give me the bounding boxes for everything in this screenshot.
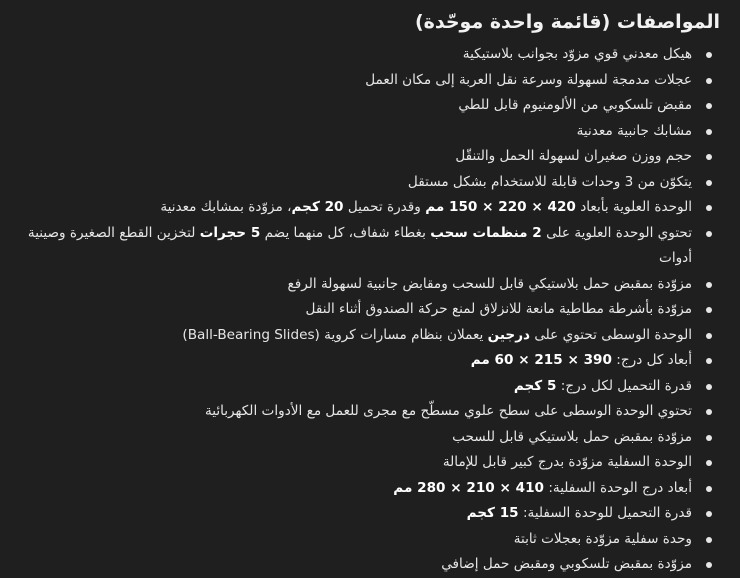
spec-text: يتكوّن من 3 وحدات قابلة للاستخدام بشكل مستقل <box>407 173 692 190</box>
spec-list-item <box>16 42 720 68</box>
spec-list-item <box>16 501 720 527</box>
spec-list-item <box>16 221 720 272</box>
spec-text: مزوّدة بأشرطة مطاطية مانعة للانزلاق لمنع حركة الصندوق أثناء النقل <box>305 301 692 317</box>
spec-text: أبعاد درج الوحدة السفلية: <box>544 479 692 496</box>
spec-text: تحتوي الوحدة الوسطى على سطح علوي مسطّح مع مجرى للعمل مع الأدوات الكهربائية <box>204 403 692 419</box>
spec-highlight: 20 كجم <box>291 199 344 215</box>
spec-text: وحدة سفلية مزوّدة بعجلات ثابتة <box>513 530 692 547</box>
spec-list-item <box>16 297 720 323</box>
spec-text: مزوّدة بمقبض تلسكوبي ومقبض حمل إضافي <box>441 556 692 572</box>
spec-list-item <box>16 527 720 553</box>
spec-list-item <box>16 144 720 170</box>
spec-highlight: درجين <box>487 326 531 343</box>
spec-text: الوحدة العلوية بأبعاد <box>575 199 692 215</box>
spec-text: يعملان بنظام مسارات كروية (Ball-Bearing Slides) <box>182 326 488 343</box>
spec-list-item <box>16 119 720 145</box>
spec-list-item <box>16 425 720 451</box>
spec-list-item <box>16 476 720 502</box>
spec-list-item <box>16 93 720 119</box>
spec-text: بغطاء شفاف، كل منهما يضم <box>260 224 431 241</box>
spec-text: عجلات مدمجة لسهولة وسرعة نقل العربة إلى مكان العمل <box>365 71 692 88</box>
spec-text: ، مزوّدة بمشابك معدنية <box>160 199 292 215</box>
spec-list-item <box>16 374 720 400</box>
spec-highlight: 420 × 220 × 150 مم <box>425 199 576 215</box>
spec-text: تحتوي الوحدة العلوية على <box>541 224 692 241</box>
spec-list-item <box>16 450 720 476</box>
spec-text: أبعاد كل درج: <box>611 352 692 368</box>
spec-text: حجم ووزن صغيران لسهولة الحمل والتنقّل <box>455 148 692 164</box>
section-heading: المواصفات (قائمة واحدة موحّدة) <box>414 11 720 33</box>
spec-text: مشابك جانبية معدنية <box>576 122 692 139</box>
spec-highlight: 15 كجم <box>466 505 519 521</box>
spec-list-item <box>16 195 720 221</box>
spec-highlight: 410 × 210 × 280 مم <box>393 479 544 496</box>
spec-list-item <box>16 272 720 298</box>
spec-text: قدرة التحميل للوحدة السفلية: <box>518 505 692 521</box>
spec-text: لتخزين القطع الصغيرة وصينية أدوات <box>27 224 692 266</box>
spec-list-item <box>16 68 720 94</box>
spec-list-item <box>16 399 720 425</box>
spec-list-item <box>16 170 720 196</box>
spec-text: الوحدة السفلية مزوّدة بدرج كبير قابل للإمالة <box>442 454 692 470</box>
spec-highlight: 2 منظمات سحب <box>430 224 542 241</box>
spec-text: هيكل معدني قوي مزوّد بجوانب بلاستيكية <box>462 46 692 62</box>
spec-highlight: 5 كجم <box>513 377 557 394</box>
spec-text: وقدرة تحميل <box>343 199 426 215</box>
spec-list <box>16 42 720 578</box>
spec-list-item <box>16 323 720 349</box>
spec-text: قدرة التحميل لكل درج: <box>556 377 692 394</box>
spec-list-item <box>16 348 720 374</box>
spec-list-item <box>16 552 720 578</box>
spec-text: مزوّدة بمقبض حمل بلاستيكي قابل للسحب <box>452 428 692 445</box>
spec-text: الوحدة الوسطى تحتوي على <box>530 326 692 343</box>
spec-text: مقبض تلسكوبي من الألومنيوم قابل للطي <box>458 97 692 113</box>
spec-highlight: 5 حجرات <box>199 224 261 241</box>
spec-text: مزوّدة بمقبض حمل بلاستيكي قابل للسحب ومقابض جانبية لسهولة الرفع <box>287 275 692 292</box>
spec-highlight: 390 × 215 × 60 مم <box>470 352 612 368</box>
